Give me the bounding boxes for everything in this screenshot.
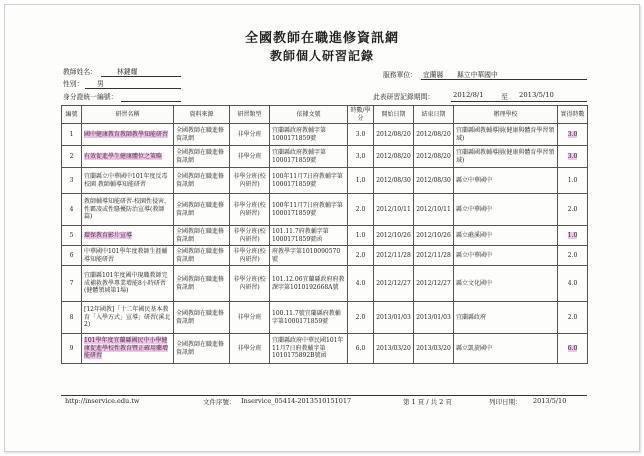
cell-start-date-text: 2012/11/28 xyxy=(376,251,411,259)
cell-no xyxy=(62,246,82,266)
cell-doc-number-text: 100年11月7日府教輔字第1000171859號 xyxy=(272,173,343,188)
cell-hours-text: 1.0 xyxy=(355,231,366,239)
cell-earned-hours-text: 1.0 xyxy=(567,176,578,184)
cell-course-name-text: 101學年度宜蘭縣國民中小學健康促進學校性教育暨正確用藥增能研習 xyxy=(84,337,169,360)
id-label: 身分證統一編號： xyxy=(63,93,118,101)
cell-start-date-text: 2013/01/03 xyxy=(376,313,411,321)
cell-doc-number-text: 101.12.06宜蘭縣政府府教課字第1010192668A號 xyxy=(272,276,345,291)
cell-school xyxy=(454,302,558,334)
gender-value: 男 xyxy=(97,80,104,88)
cell-doc-number xyxy=(270,266,348,302)
footer-url: http://inservice.edu.tw xyxy=(65,397,140,405)
cell-type-text: 非學分班(校內研習) xyxy=(233,248,266,263)
col-header-hours: 時數/學分 xyxy=(348,106,374,124)
period-start: 2012/8/1 xyxy=(453,91,484,99)
cell-end-date-text: 2012/08/20 xyxy=(416,130,451,138)
cell-earned-hours-text: 3.0 xyxy=(567,130,578,138)
table-row xyxy=(62,266,588,302)
cell-type xyxy=(230,334,270,364)
cell-earned-hours xyxy=(558,266,588,302)
cell-type-text: 非學分班 xyxy=(237,313,262,321)
cell-hours xyxy=(348,302,374,334)
cell-course-name xyxy=(82,302,174,334)
cell-earned-hours xyxy=(558,168,588,194)
cell-doc-number-text: 宜蘭縣政府教輔字第1000171859號 xyxy=(272,149,327,164)
cell-source xyxy=(174,266,230,302)
cell-doc-number xyxy=(270,124,348,146)
cell-type-text: 非學分班(校內研習) xyxy=(233,173,266,188)
print-date: 2013/5/10 xyxy=(533,397,567,405)
period-to: 至 xyxy=(501,93,508,101)
cell-end-date xyxy=(414,194,454,226)
cell-start-date-text: 2012/08/20 xyxy=(376,152,411,160)
cell-start-date-text: 2012/08/30 xyxy=(376,176,411,184)
cell-doc-number xyxy=(270,146,348,168)
cell-course-name xyxy=(82,146,174,168)
gender-label: 性別： xyxy=(63,80,84,88)
cell-course-name-text: 宜蘭縣立中華國中101年度反毒校園 教師輔導知能研習 xyxy=(84,173,168,188)
cell-hours xyxy=(348,194,374,226)
cell-earned-hours-text: 3.0 xyxy=(567,152,578,160)
cell-start-date xyxy=(374,194,414,226)
col-header-end: 結束日期 xyxy=(414,106,454,124)
cell-type-text: 非學分班 xyxy=(237,130,262,138)
cell-hours-text: 2.0 xyxy=(355,313,366,321)
cell-end-date-text: 2013/01/03 xyxy=(416,313,451,321)
cell-doc-number xyxy=(270,334,348,364)
cell-school-text: 縣立中華國中 xyxy=(456,205,493,213)
cell-type xyxy=(230,246,270,266)
cell-source-text: 全國教師在職進修資訊網 xyxy=(176,276,225,291)
cell-school-text: 宜蘭縣國教輔導團(健康與體育學習領域) xyxy=(456,149,555,164)
cell-course-name-text: [12年國教]「十二年國民基本教育「入學方式」宣導」研習(溪北2) xyxy=(84,306,171,329)
cell-earned-hours xyxy=(558,302,588,334)
cell-end-date-text: 2012/08/20 xyxy=(416,152,451,160)
cell-start-date-text: 2012/08/20 xyxy=(376,130,411,138)
cell-end-date-text: 2012/12/27 xyxy=(416,279,451,287)
cell-type-text: 非學分班(校內研習) xyxy=(233,276,266,291)
training-record-table xyxy=(61,105,588,364)
cell-hours xyxy=(348,124,374,146)
table-row xyxy=(62,194,588,226)
cell-course-name xyxy=(82,266,174,302)
cell-course-name xyxy=(82,194,174,226)
col-header-doc: 依據文號 xyxy=(270,106,348,124)
cell-source xyxy=(174,146,230,168)
cell-no-text: 4 xyxy=(69,205,74,213)
cell-course-name xyxy=(82,226,174,246)
cell-doc-number-text: 101.11.7府教輔字第1000171859號函 xyxy=(272,228,329,243)
cell-no-text: 8 xyxy=(69,313,74,321)
cell-type xyxy=(230,302,270,334)
cell-school-text: 縣立凱旋國中 xyxy=(456,344,493,352)
col-header-source: 資料來源 xyxy=(174,106,230,124)
cell-start-date-text: 2012/12/27 xyxy=(376,279,411,287)
cell-school xyxy=(454,124,558,146)
cell-end-date xyxy=(414,266,454,302)
document-title: 教師個人研習記錄 xyxy=(269,49,374,63)
cell-hours-text: 2.0 xyxy=(355,205,366,213)
cell-course-name-text: 國中健康教育教師教學知能研習 xyxy=(84,130,169,138)
footer-rule xyxy=(61,395,587,396)
cell-school xyxy=(454,246,558,266)
gender-underline xyxy=(85,88,181,89)
cell-end-date-text: 2012/10/26 xyxy=(416,231,451,239)
cell-source-text: 全國教師在職進修資訊網 xyxy=(176,248,225,263)
cell-earned-hours xyxy=(558,246,588,266)
cell-hours-text: 6.0 xyxy=(355,344,366,352)
cell-earned-hours-text: 1.0 xyxy=(567,231,578,239)
col-header-start: 開始日期 xyxy=(374,106,414,124)
cell-type-text: 非學分班 xyxy=(237,344,262,352)
cell-school-text: 縣立文化國中 xyxy=(456,279,493,287)
cell-no-text: 3 xyxy=(69,176,74,184)
cell-earned-hours-text: 2.0 xyxy=(567,251,578,259)
cell-hours-text: 3.0 xyxy=(355,130,366,138)
cell-course-name-text: 教師輔導知能研習-校園性侵害、性霸凌或性騷擾防治宣導(教師篇) xyxy=(84,198,171,221)
cell-start-date xyxy=(374,334,414,364)
cell-no xyxy=(62,334,82,364)
cell-start-date-text: 2012/10/11 xyxy=(376,205,411,213)
cell-start-date xyxy=(374,226,414,246)
cell-source-text: 全國教師在職進修資訊網 xyxy=(176,173,225,188)
cell-doc-number xyxy=(270,302,348,334)
table-header-row xyxy=(62,106,588,124)
cell-end-date-text: 2013/03/20 xyxy=(416,344,451,352)
cell-no xyxy=(62,302,82,334)
cell-start-date xyxy=(374,168,414,194)
cell-start-date xyxy=(374,302,414,334)
cell-course-name-text: 環保教育影片宣導 xyxy=(84,231,133,239)
cell-earned-hours-text: 2.0 xyxy=(567,205,578,213)
table-row xyxy=(62,226,588,246)
cell-school-text: 縣立礁溪國中 xyxy=(456,231,493,239)
cell-source xyxy=(174,194,230,226)
id-underline xyxy=(121,101,181,102)
cell-school xyxy=(454,168,558,194)
cell-hours xyxy=(348,334,374,364)
name-underline xyxy=(101,76,181,77)
cell-earned-hours xyxy=(558,124,588,146)
cell-source xyxy=(174,302,230,334)
cell-course-name xyxy=(82,334,174,364)
site-title: 全國教師在職進修資訊網 xyxy=(244,31,399,46)
serial-label: 文件序號： xyxy=(203,398,236,406)
cell-hours-text: 2.0 xyxy=(355,251,366,259)
unit-label: 服務單位： xyxy=(383,71,417,79)
cell-source-text: 全國教師在職進修資訊網 xyxy=(176,310,225,325)
cell-course-name xyxy=(82,168,174,194)
cell-course-name xyxy=(82,124,174,146)
cell-school-text: 縣立中華國中 xyxy=(456,251,493,259)
cell-type xyxy=(230,168,270,194)
cell-start-date xyxy=(374,124,414,146)
cell-doc-number xyxy=(270,194,348,226)
cell-end-date xyxy=(414,246,454,266)
cell-end-date xyxy=(414,334,454,364)
cell-end-date-text: 2012/11/28 xyxy=(416,251,451,259)
cell-school xyxy=(454,334,558,364)
cell-type-text: 非學分班(校內研習) xyxy=(233,228,266,243)
cell-doc-number-text: 府教學字第1010090570號 xyxy=(272,248,341,263)
cell-course-name-text: 中華國中101學年度教師生涯輔導知能研習 xyxy=(84,248,168,263)
cell-type xyxy=(230,226,270,246)
cell-hours xyxy=(348,246,374,266)
cell-course-name-text: 有效促進學生健康體位之策略 xyxy=(84,152,163,160)
cell-no xyxy=(62,146,82,168)
cell-doc-number-text: 宜蘭縣政府教輔字第1000171859號 xyxy=(272,127,327,142)
col-header-no: 編號 xyxy=(62,106,82,124)
cell-end-date xyxy=(414,146,454,168)
col-header-name: 研習名稱 xyxy=(82,106,174,124)
cell-no xyxy=(62,194,82,226)
cell-hours xyxy=(348,146,374,168)
cell-source-text: 全國教師在職進修資訊網 xyxy=(176,202,225,217)
cell-source-text: 全國教師在職進修資訊網 xyxy=(176,341,225,356)
cell-school xyxy=(454,226,558,246)
cell-earned-hours xyxy=(558,194,588,226)
cell-earned-hours-text: 4.0 xyxy=(567,279,578,287)
cell-end-date xyxy=(414,226,454,246)
cell-start-date xyxy=(374,146,414,168)
cell-earned-hours xyxy=(558,334,588,364)
cell-hours xyxy=(348,168,374,194)
cell-no xyxy=(62,124,82,146)
cell-doc-number xyxy=(270,226,348,246)
cell-earned-hours xyxy=(558,226,588,246)
unit-underline xyxy=(421,79,587,80)
cell-source xyxy=(174,334,230,364)
cell-school xyxy=(454,146,558,168)
cell-start-date xyxy=(374,266,414,302)
col-header-type: 研習類型 xyxy=(230,106,270,124)
cell-type xyxy=(230,266,270,302)
unit-school: 縣立中華國中 xyxy=(457,71,498,79)
cell-start-date-text: 2013/03/20 xyxy=(376,344,411,352)
cell-no-text: 5 xyxy=(69,231,74,239)
cell-source xyxy=(174,124,230,146)
cell-type-text: 非學分班 xyxy=(237,152,262,160)
cell-hours xyxy=(348,266,374,302)
cell-type xyxy=(230,194,270,226)
cell-no-text: 9 xyxy=(69,344,74,352)
serial-number: Inservice_05414-2013510151017 xyxy=(241,397,352,405)
cell-earned-hours xyxy=(558,146,588,168)
cell-school xyxy=(454,266,558,302)
unit-county: 宜蘭縣 xyxy=(423,71,444,79)
cell-school-text: 宜蘭縣國教輔導團(健康與體育學習領域) xyxy=(456,127,555,142)
cell-no xyxy=(62,168,82,194)
col-header-earned: 實得時數 xyxy=(558,106,588,124)
cell-source xyxy=(174,226,230,246)
cell-no-text: 7 xyxy=(69,279,74,287)
print-date-label: 列印日期： xyxy=(489,398,522,406)
cell-type-text: 非學分班(校內研習) xyxy=(233,202,266,217)
cell-no-text: 6 xyxy=(69,251,74,259)
table-row xyxy=(62,334,588,364)
table-row xyxy=(62,168,588,194)
cell-end-date xyxy=(414,168,454,194)
cell-earned-hours-text: 6.0 xyxy=(567,344,578,352)
cell-no-text: 2 xyxy=(69,152,74,160)
teacher-name-label: 教師姓名： xyxy=(63,68,97,76)
cell-source-text: 全國教師在職進修資訊網 xyxy=(176,127,225,142)
cell-source-text: 全國教師在職進修資訊網 xyxy=(176,149,225,164)
table-row xyxy=(62,302,588,334)
cell-course-name xyxy=(82,246,174,266)
col-header-school: 辦理學校 xyxy=(454,106,558,124)
period-end: 2013/5/10 xyxy=(519,91,554,99)
cell-no xyxy=(62,226,82,246)
cell-school-text: 宜蘭縣政府 xyxy=(456,313,487,321)
cell-start-date xyxy=(374,246,414,266)
cell-earned-hours-text: 2.0 xyxy=(567,313,578,321)
cell-doc-number xyxy=(270,246,348,266)
cell-hours-text: 1.0 xyxy=(355,176,366,184)
table-row xyxy=(62,124,588,146)
period-label: 此表研習記錄期間： xyxy=(373,93,435,101)
cell-start-date-text: 2012/10/26 xyxy=(376,231,411,239)
cell-doc-number xyxy=(270,168,348,194)
cell-school xyxy=(454,194,558,226)
cell-source-text: 全國教師在職進修資訊網 xyxy=(176,228,225,243)
page-indicator: 第 1 頁 / 共 2 頁 xyxy=(403,398,452,406)
cell-hours-text: 4.0 xyxy=(355,279,366,287)
cell-school-text: 縣立中華國中 xyxy=(456,176,493,184)
cell-source xyxy=(174,168,230,194)
cell-end-date xyxy=(414,302,454,334)
table-row xyxy=(62,146,588,168)
cell-hours xyxy=(348,226,374,246)
cell-type xyxy=(230,124,270,146)
teacher-name: 林鍵耀 xyxy=(117,68,138,76)
record-document xyxy=(4,4,640,452)
cell-no xyxy=(62,266,82,302)
cell-doc-number-text: 宜蘭縣政府中華民國101年11月7日府教輔字第1010175892B號函 xyxy=(272,337,344,360)
cell-end-date-text: 2012/10/11 xyxy=(416,205,451,213)
table-row xyxy=(62,246,588,266)
cell-course-name-text: 宜蘭縣101年度國中現職教師完成補救教學專業增能8小時研習(健體領域第1場) xyxy=(84,272,168,295)
cell-hours-text: 3.0 xyxy=(355,152,366,160)
cell-end-date-text: 2012/08/30 xyxy=(416,176,451,184)
cell-source xyxy=(174,246,230,266)
cell-no-text: 1 xyxy=(69,130,74,138)
cell-end-date xyxy=(414,124,454,146)
cell-type xyxy=(230,146,270,168)
period-underline xyxy=(451,101,587,102)
cell-doc-number-text: 100.11.7號宜蘭縣府教輔字第1000171859號 xyxy=(272,310,341,325)
cell-doc-number-text: 100年11月7日府教輔字第1000171859號 xyxy=(272,202,343,217)
